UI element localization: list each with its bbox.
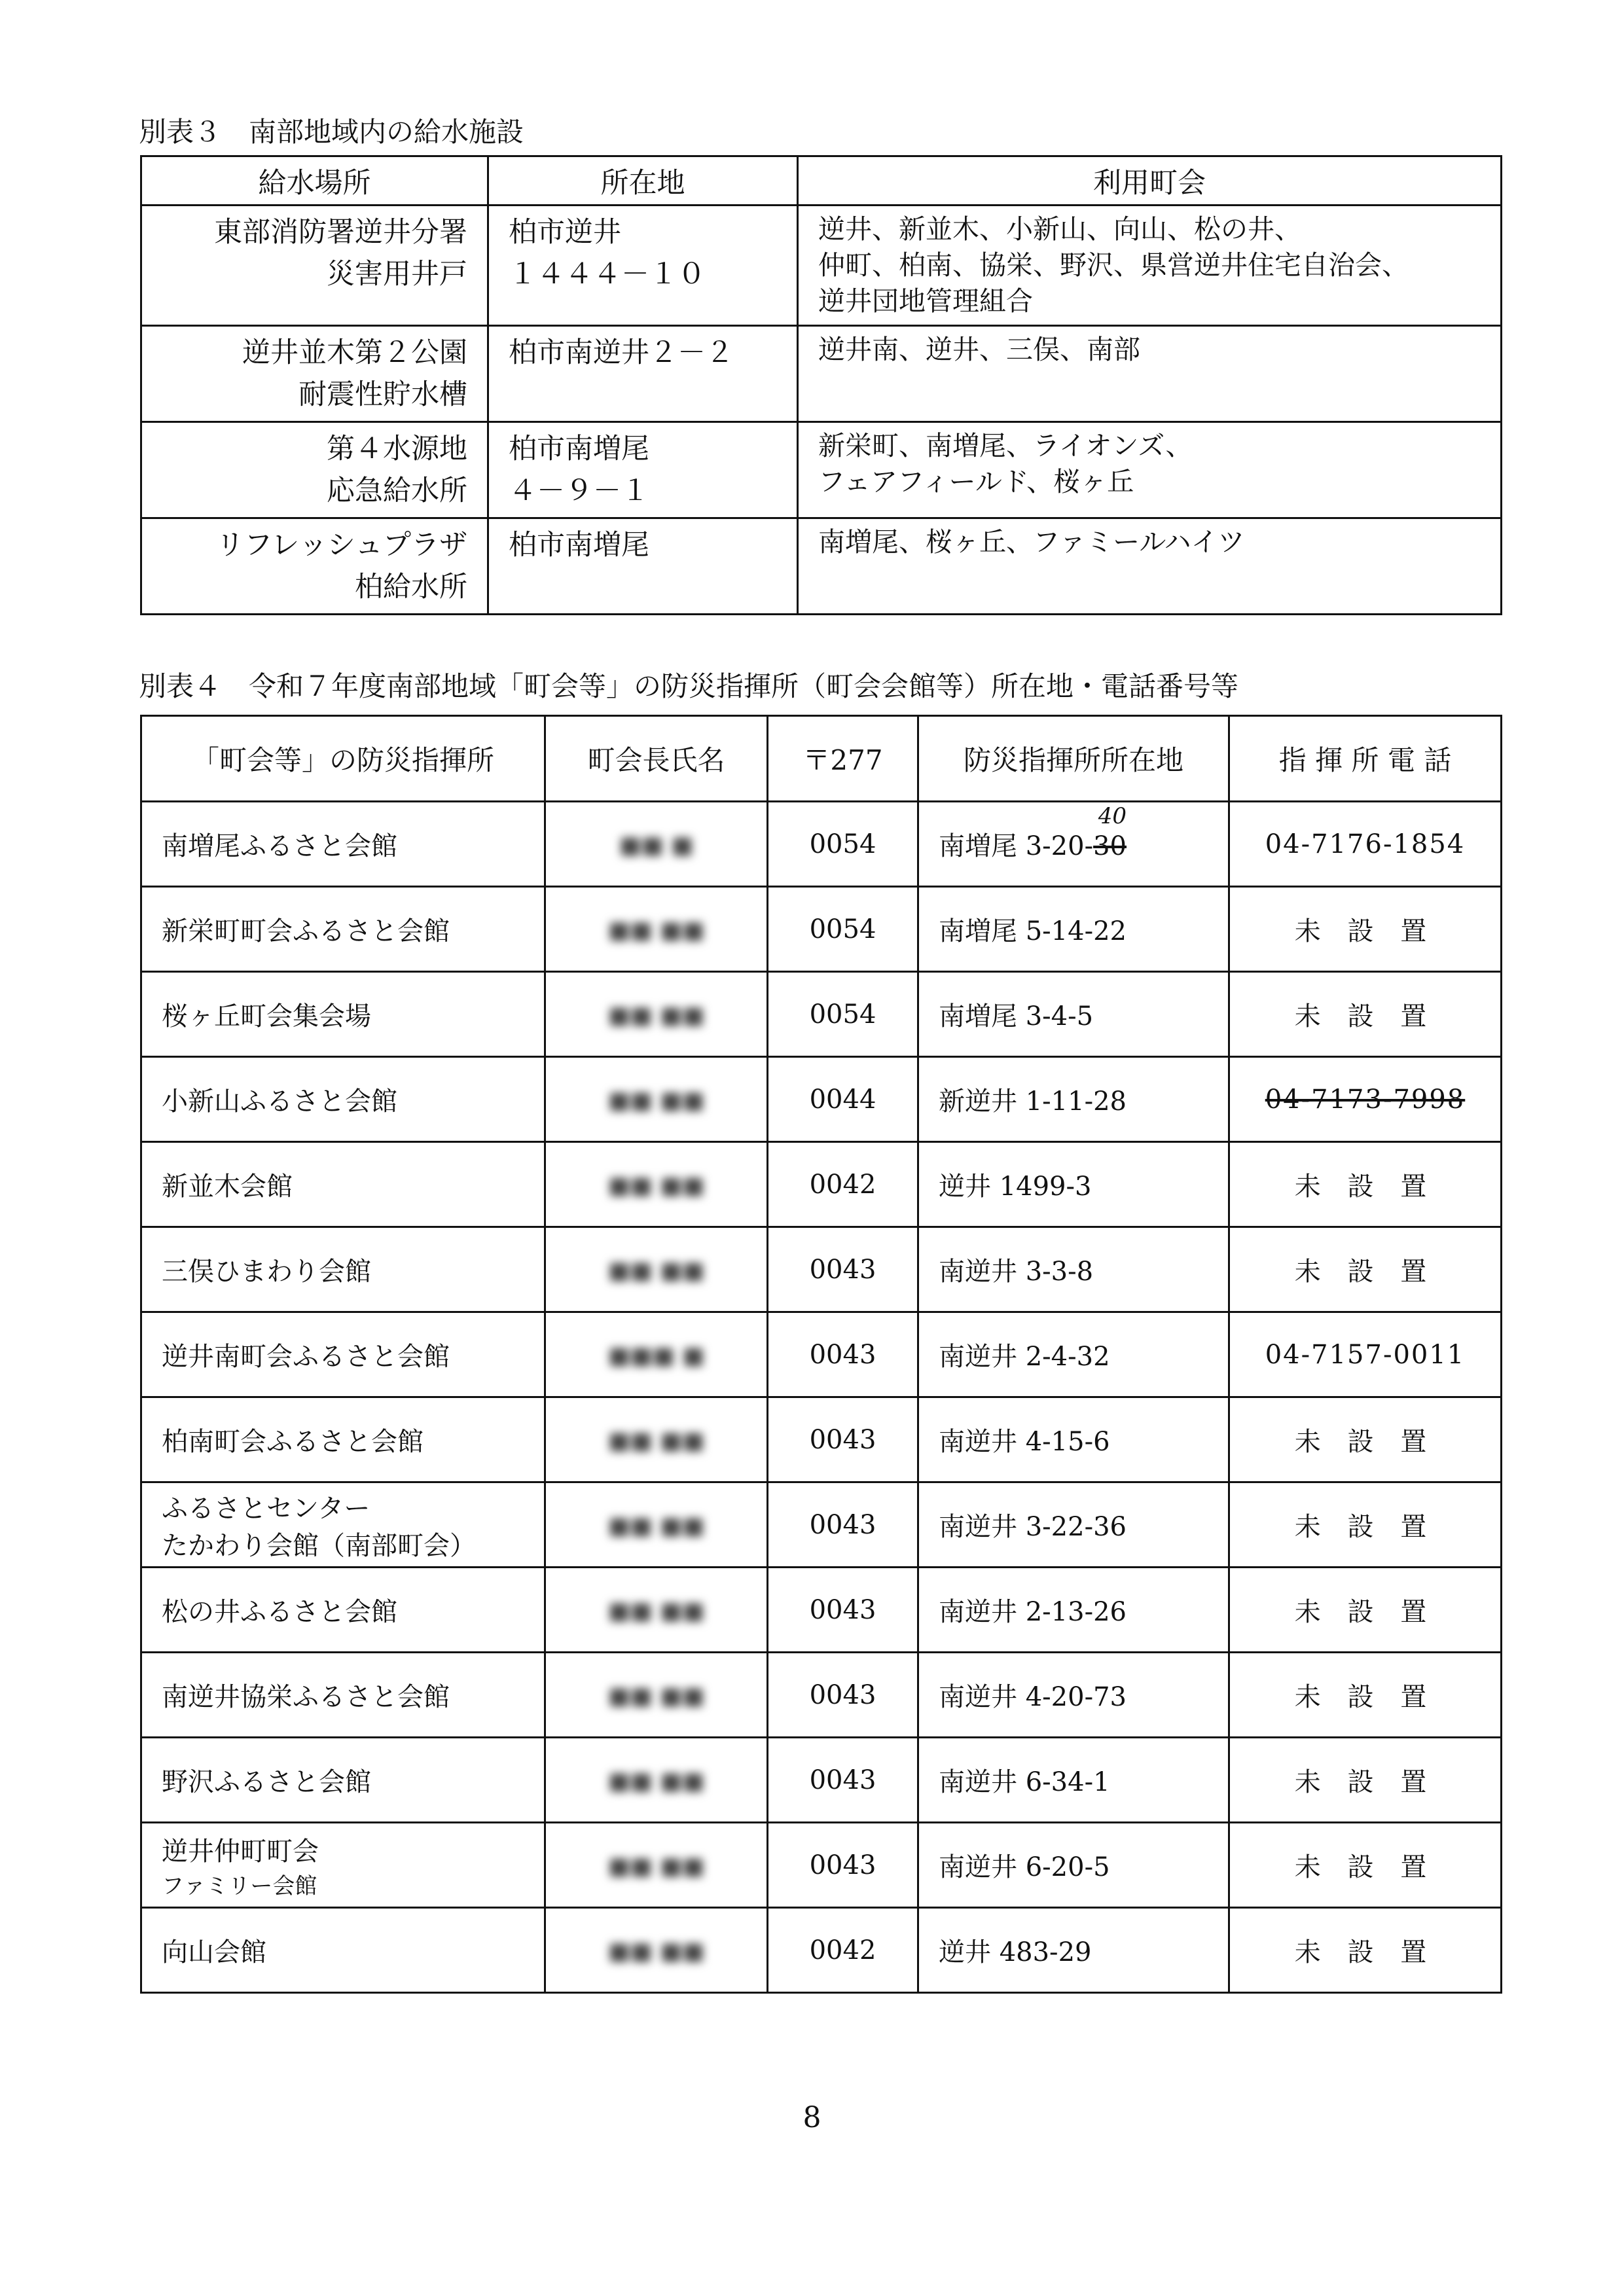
- users-line: 逆井南、逆井、三俣、南部: [818, 334, 1140, 365]
- table3-title: 別表３ 南部地域内の給水施設: [139, 116, 524, 148]
- redacted-name: ■■ ■■: [607, 1086, 705, 1114]
- post-name-cell: [141, 1738, 545, 1823]
- address-cell: [918, 1057, 1229, 1142]
- post-name-cell: [141, 802, 545, 887]
- address-text: [939, 1081, 1127, 1118]
- chief-name-cell: [545, 1227, 768, 1312]
- address-line: 柏市逆井: [509, 216, 621, 249]
- postal-code-cell: 0054: [768, 972, 918, 1057]
- post-name-cell: [141, 1227, 545, 1312]
- chief-name-cell: [545, 1908, 768, 1993]
- chief-name-cell: [545, 1738, 768, 1823]
- phone-cell: [1229, 1908, 1502, 1993]
- post-name-line: 南増尾ふるさと会館: [162, 831, 397, 861]
- address-value: 逆井 1499-3: [939, 1172, 1092, 1202]
- column-header: 防災指揮所所在地: [918, 716, 1229, 802]
- table-header-row: [141, 156, 1502, 206]
- post-name-line: 新並木会館: [162, 1172, 293, 1202]
- phone-cell: [1229, 1653, 1502, 1738]
- table-row: [141, 206, 1502, 326]
- table-row: [141, 1057, 1502, 1142]
- phone-value: 未 設 置: [1294, 1937, 1436, 1967]
- chief-name-cell: [545, 1397, 768, 1482]
- table-row: [141, 1142, 1502, 1227]
- handwritten-correction: 40: [1098, 803, 1127, 829]
- place-cell: [141, 422, 488, 518]
- post-name-cell: [141, 1142, 545, 1227]
- redacted-name: ■■ ■■: [607, 1682, 705, 1710]
- page-number: 8: [803, 2101, 821, 2134]
- phone-cell: [1229, 1312, 1502, 1397]
- place-line: リフレッシュプラザ: [216, 529, 467, 562]
- address-line: 柏市南増尾: [509, 529, 649, 562]
- place-line: 第４水源地: [327, 433, 467, 465]
- table4-title: 別表４ 令和７年度南部地域「町会等」の防災指揮所（町会会館等）所在地・電話番号等: [139, 670, 1239, 702]
- table-row: [141, 1823, 1502, 1908]
- address-value: 南増尾 3-4-5: [939, 1001, 1094, 1031]
- chief-name-cell: [545, 1142, 768, 1227]
- post-name-cell: [141, 972, 545, 1057]
- phone-value: 未 設 置: [1294, 1597, 1436, 1627]
- address-cell: [918, 1908, 1229, 1993]
- table-row: [141, 1908, 1502, 1993]
- table-row: [141, 422, 1502, 518]
- place-line: 柏給水所: [355, 571, 467, 603]
- address-value: 南逆井 4-15-6: [939, 1427, 1110, 1457]
- users-line: 仲町、柏南、協栄、野沢、県営逆井住宅自治会、: [818, 249, 1409, 281]
- address-cell: [488, 422, 798, 518]
- address-value: 南逆井 2-13-26: [939, 1597, 1127, 1627]
- users-line: 逆井団地管理組合: [818, 285, 1033, 317]
- address-cell: [488, 518, 798, 615]
- postal-code-cell: 0042: [768, 1142, 918, 1227]
- post-name-line: ふるさとセンター: [162, 1493, 370, 1524]
- address-text: [939, 1761, 1110, 1799]
- table-row: [141, 518, 1502, 615]
- address-text: [939, 1166, 1091, 1203]
- table-row: [141, 802, 1502, 887]
- redacted-name: ■■ ■■: [607, 1427, 705, 1454]
- users-cell: [798, 518, 1502, 615]
- table-header-row: [141, 716, 1502, 802]
- redacted-name: ■■ ■■: [607, 1767, 705, 1795]
- address-cell: [918, 1568, 1229, 1653]
- redacted-name: ■■ ■■: [607, 1001, 705, 1029]
- address-value: 南逆井 6-20-5: [939, 1852, 1110, 1882]
- place-cell: [141, 206, 488, 326]
- table-row: [141, 326, 1502, 422]
- address-cell: [918, 1397, 1229, 1482]
- column-header: 「町会等」の防災指揮所: [141, 716, 545, 802]
- table-row: [141, 1397, 1502, 1482]
- place-line: 耐震性貯水槽: [298, 378, 467, 411]
- address-text: [939, 1846, 1110, 1884]
- post-name-line: ファミリー会館: [162, 1873, 317, 1899]
- chief-name-cell: [545, 1653, 768, 1738]
- phone-cell: [1229, 1823, 1502, 1908]
- postal-code-cell: 0043: [768, 1738, 918, 1823]
- users-line: フェアフィールド、桜ヶ丘: [818, 466, 1134, 497]
- address-text: [939, 910, 1127, 948]
- redacted-name: ■■ ■■: [607, 1257, 705, 1284]
- phone-cell: [1229, 1738, 1502, 1823]
- post-name-line: 柏南町会ふるさと会館: [162, 1427, 424, 1457]
- address-text: [939, 1421, 1110, 1458]
- column-header: 町会長氏名: [545, 716, 768, 802]
- phone-value: 未 設 置: [1294, 1512, 1436, 1542]
- postal-code-cell: 0043: [768, 1312, 918, 1397]
- phone-value: 未 設 置: [1294, 1257, 1436, 1287]
- table-row: [141, 972, 1502, 1057]
- postal-code-cell: 0043: [768, 1653, 918, 1738]
- address-value: 南増尾 3-20-: [939, 831, 1094, 861]
- address-cell: [918, 887, 1229, 972]
- chief-name-cell: [545, 802, 768, 887]
- column-header: 指 揮 所 電 話: [1229, 716, 1502, 802]
- phone-value: 未 設 置: [1294, 1852, 1436, 1882]
- post-name-cell: [141, 1568, 545, 1653]
- redacted-name: ■■ ■■: [607, 1852, 705, 1880]
- users-line: 逆井、新並木、小新山、向山、松の井、: [818, 213, 1301, 245]
- post-name-cell: [141, 1653, 545, 1738]
- place-line: 応急給水所: [327, 475, 467, 507]
- address-value: 南逆井 3-3-8: [939, 1257, 1094, 1287]
- table-row: [141, 887, 1502, 972]
- address-struck-value: 30: [1093, 831, 1127, 861]
- post-name-cell: [141, 1312, 545, 1397]
- address-value: 南増尾 5-14-22: [939, 916, 1127, 946]
- postal-code-cell: 0043: [768, 1482, 918, 1568]
- post-name-cell: [141, 1397, 545, 1482]
- address-value: 南逆井 3-22-36: [939, 1512, 1127, 1542]
- post-name-line: 南逆井協栄ふるさと会館: [162, 1682, 450, 1712]
- phone-value: 未 設 置: [1294, 1427, 1436, 1457]
- redacted-name: ■■ ■■: [607, 1512, 705, 1539]
- table-row: [141, 1653, 1502, 1738]
- phone-cell: [1229, 1482, 1502, 1568]
- phone-cell: [1229, 887, 1502, 972]
- address-line: 柏市南増尾: [509, 433, 649, 465]
- place-line: 逆井並木第２公園: [242, 336, 467, 369]
- chief-name-cell: [545, 1312, 768, 1397]
- address-text: [939, 1336, 1110, 1373]
- column-header: 所在地: [488, 156, 798, 206]
- post-name-cell: [141, 1908, 545, 1993]
- phone-value: 未 設 置: [1294, 1001, 1436, 1031]
- address-cell: [918, 972, 1229, 1057]
- address-value: 新逆井 1-11-28: [939, 1086, 1127, 1117]
- address-text: [939, 996, 1093, 1033]
- address-cell: [488, 326, 798, 422]
- phone-value: 未 設 置: [1294, 1172, 1436, 1202]
- chief-name-cell: [545, 1568, 768, 1653]
- post-name-line: 向山会館: [162, 1937, 266, 1967]
- phone-cell: [1229, 1568, 1502, 1653]
- post-name-line: 野沢ふるさと会館: [162, 1767, 371, 1797]
- address-value: 南逆井 4-20-73: [939, 1682, 1127, 1712]
- post-name-line: 新栄町町会ふるさと会館: [162, 916, 450, 946]
- postal-code-cell: 0043: [768, 1227, 918, 1312]
- users-line: 新栄町、南増尾、ライオンズ、: [818, 430, 1193, 461]
- phone-value: 未 設 置: [1294, 1767, 1436, 1797]
- users-cell: [798, 326, 1502, 422]
- address-text: [939, 803, 1127, 863]
- table-row: [141, 1227, 1502, 1312]
- phone-value: 未 設 置: [1294, 916, 1436, 946]
- address-text: [939, 1591, 1127, 1628]
- postal-code-cell: 0043: [768, 1397, 918, 1482]
- redacted-name: ■■ ■: [619, 831, 694, 859]
- phone-value: 04-7157-0011: [1265, 1339, 1466, 1370]
- address-line: １４４４－１０: [509, 258, 706, 291]
- post-name-cell: [141, 1057, 545, 1142]
- postal-code-cell: 0042: [768, 1908, 918, 1993]
- postal-code-cell: 0044: [768, 1057, 918, 1142]
- place-line: 東部消防署逆井分署: [214, 216, 467, 249]
- water-facilities-table: [140, 155, 1502, 615]
- phone-struck-value: 04-7173-7998: [1265, 1084, 1466, 1115]
- table-row: [141, 1482, 1502, 1568]
- address-cell: [918, 1142, 1229, 1227]
- chief-name-cell: [545, 1823, 768, 1908]
- chief-name-cell: [545, 972, 768, 1057]
- address-text: [939, 1251, 1093, 1288]
- post-name-line: 三俣ひまわり会館: [162, 1257, 371, 1287]
- post-name-line: 桜ヶ丘町会集会場: [162, 1001, 371, 1031]
- address-line: ４－９－１: [509, 475, 649, 507]
- redacted-name: ■■■ ■: [607, 1342, 705, 1369]
- users-cell: [798, 422, 1502, 518]
- address-cell: [918, 1482, 1229, 1568]
- post-name-cell: [141, 1482, 545, 1568]
- post-name-line: 小新山ふるさと会館: [162, 1086, 397, 1117]
- chief-name-cell: [545, 1057, 768, 1142]
- column-header: 利用町会: [798, 156, 1502, 206]
- address-text: [939, 1676, 1127, 1713]
- address-value: 逆井 483-29: [939, 1937, 1092, 1967]
- address-cell: [918, 802, 1229, 887]
- address-cell: [918, 1823, 1229, 1908]
- users-line: 南増尾、桜ヶ丘、ファミールハイツ: [818, 526, 1245, 558]
- address-cell: [488, 206, 798, 326]
- redacted-name: ■■ ■■: [607, 1597, 705, 1624]
- redacted-name: ■■ ■■: [607, 916, 705, 944]
- chief-name-cell: [545, 1482, 768, 1568]
- phone-value: 未 設 置: [1294, 1682, 1436, 1712]
- address-cell: [918, 1227, 1229, 1312]
- chief-name-cell: [545, 887, 768, 972]
- phone-cell: [1229, 1397, 1502, 1482]
- address-text: [939, 1931, 1091, 1969]
- table-row: [141, 1312, 1502, 1397]
- phone-cell: [1229, 802, 1502, 887]
- column-header: 給水場所: [141, 156, 488, 206]
- postal-code-cell: 0043: [768, 1568, 918, 1653]
- address-line: 柏市南逆井２－２: [509, 336, 734, 369]
- place-line: 災害用井戸: [327, 258, 467, 291]
- redacted-name: ■■ ■■: [607, 1172, 705, 1199]
- users-cell: [798, 206, 1502, 326]
- postal-code-cell: 0043: [768, 1823, 918, 1908]
- address-value: 南逆井 2-4-32: [939, 1342, 1110, 1372]
- place-cell: [141, 518, 488, 615]
- column-header: 〒277: [768, 716, 918, 802]
- phone-cell: [1229, 1057, 1502, 1142]
- table-row: [141, 1568, 1502, 1653]
- disaster-command-posts-table: [140, 715, 1502, 1994]
- post-name-line: たかわり会館（南部町会）: [162, 1530, 476, 1561]
- post-name-line: 逆井南町会ふるさと会館: [162, 1342, 450, 1372]
- address-text: [939, 1506, 1127, 1543]
- redacted-name: ■■ ■■: [607, 1937, 705, 1965]
- post-name-line: 逆井仲町町会: [162, 1836, 319, 1867]
- address-value: 南逆井 6-34-1: [939, 1767, 1110, 1797]
- phone-value: 04-7176-1854: [1265, 829, 1466, 859]
- address-cell: [918, 1653, 1229, 1738]
- phone-cell: [1229, 972, 1502, 1057]
- address-cell: [918, 1312, 1229, 1397]
- table-row: [141, 1738, 1502, 1823]
- post-name-cell: [141, 887, 545, 972]
- postal-code-cell: 0054: [768, 802, 918, 887]
- post-name-cell: [141, 1823, 545, 1908]
- postal-code-cell: 0054: [768, 887, 918, 972]
- place-cell: [141, 326, 488, 422]
- post-name-line: 松の井ふるさと会館: [162, 1597, 397, 1627]
- address-cell: [918, 1738, 1229, 1823]
- phone-cell: [1229, 1142, 1502, 1227]
- phone-cell: [1229, 1227, 1502, 1312]
